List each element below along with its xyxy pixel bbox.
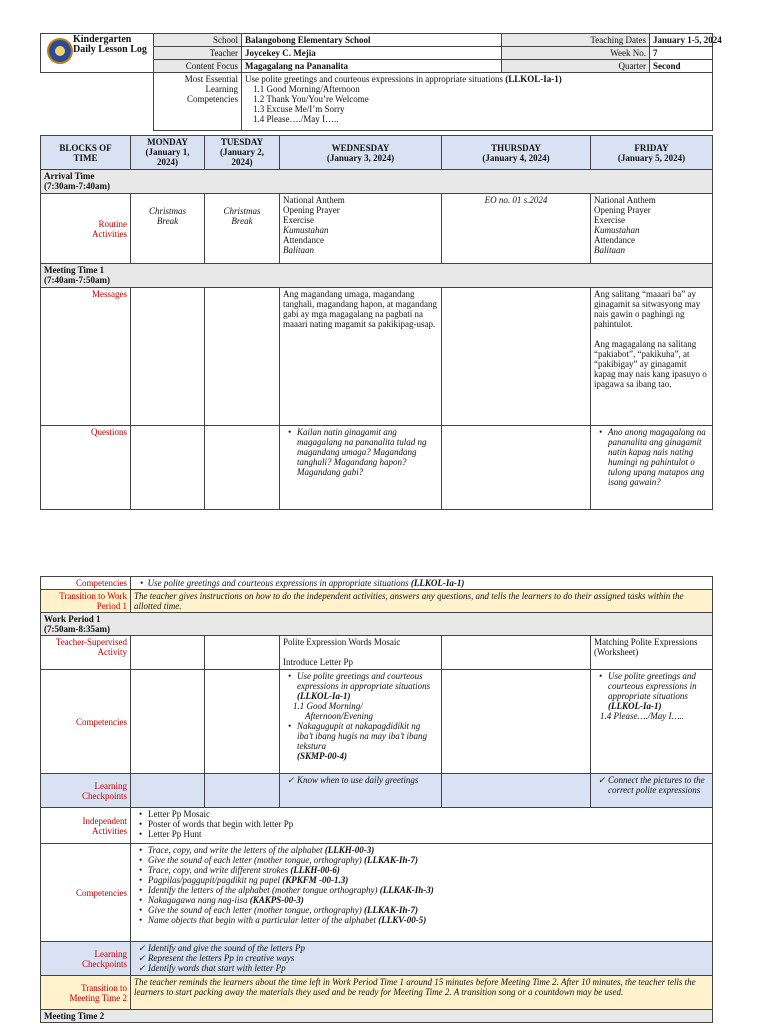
- list-item: ✓ Identify and give the sound of the letters Pp: [148, 943, 709, 953]
- teacher-value: Joycekey C. Mejia: [242, 47, 502, 60]
- week-value: 7: [650, 47, 713, 60]
- list-item: • Nakagagawa nang nag-iisa (KAKPS-00-3): [148, 895, 709, 905]
- comp2-label: Competencies: [41, 844, 131, 942]
- lc-label: Learning Checkpoints: [41, 774, 131, 808]
- comp-monday: [131, 670, 205, 774]
- arrival-time-row: Arrival Time (7:30am-7:40am): [41, 170, 713, 194]
- transition2-text: The teacher reminds the learners about the time left in Work Period Time 1 around 15 minutes before Meeting Time 2. After 10 minutes, the teacher tells the learners to start packing away the materials they used and be ready for Meeting Time 2. A transition song or a countdown may be used.: [131, 976, 713, 1010]
- meeting-time-2-row: Meeting Time 2: [41, 1010, 713, 1023]
- list-item: ✓ Identify words that start with letter Pp: [148, 963, 709, 973]
- comp-friday: • Use polite greetings and courteous expressions in appropriate situations (LLKOL-Ia-1) 1.4 Please…./May I…..: [591, 670, 713, 774]
- questions-monday: [131, 426, 205, 510]
- lc-friday: ✓ Connect the pictures to the correct polite expressions: [591, 774, 713, 808]
- questions-label: Questions: [41, 426, 131, 510]
- header-title-cell: [41, 34, 154, 73]
- lc-monday: [131, 774, 205, 808]
- lc-tuesday: [205, 774, 280, 808]
- routine-friday: National Anthem Opening Prayer Exercise Kumustahan Attendance Balitaan: [591, 194, 713, 264]
- list-item: • Trace, copy, and write different strokes (LLKH-00-6): [148, 865, 709, 875]
- focus-value: Magagalang na Pananalita: [242, 60, 502, 73]
- list-item: • Give the sound of each letter (mother tongue, orthography) (LLKAK-Ih-7): [148, 905, 709, 915]
- lc-thursday: [442, 774, 591, 808]
- mel-label: Most Essential Learning Competencies: [154, 73, 242, 131]
- col-monday: MONDAY (January 1, 2024): [131, 136, 205, 170]
- dates-label: Teaching Dates: [502, 34, 650, 47]
- title-line2: Daily Lesson Log: [73, 44, 147, 55]
- week-label: Week No.: [502, 47, 650, 60]
- transition1-label: Transition to Work Period 1: [41, 590, 131, 613]
- comp2-value: [131, 844, 713, 942]
- lc2-value: [131, 942, 713, 976]
- school-label: School: [154, 34, 242, 47]
- dates-value: January 1-5, 2024: [650, 34, 713, 47]
- list-item: • Letter Pp Hunt: [148, 829, 709, 839]
- col-friday: FRIDAY (January 5, 2024): [591, 136, 713, 170]
- messages-thursday: [442, 288, 591, 426]
- tsa-tuesday: [205, 636, 280, 670]
- school-value: Balangobong Elementary School: [242, 34, 502, 47]
- list-item: ✓ Represent the letters Pp in creative ways: [148, 953, 709, 963]
- messages-label: Messages: [41, 288, 131, 426]
- routine-wednesday: National Anthem Opening Prayer Exercise Kumustahan Attendance Balitaan: [280, 194, 442, 264]
- focus-label: Content Focus: [154, 60, 242, 73]
- lesson-table-continued: [40, 576, 713, 1023]
- col-tuesday: TUESDAY (January 2, 2024): [205, 136, 280, 170]
- questions-tuesday: [205, 426, 280, 510]
- tsa-monday: [131, 636, 205, 670]
- tsa-wednesday: Polite Expression Words Mosaic Introduce Letter Pp: [280, 636, 442, 670]
- title-line1: Kindergarten: [73, 34, 132, 45]
- messages-friday: Ang salitang “maaari ba” ay ginagamit sa sitwasyong may nais gawin o paghingi ng pahintulot. Ang magagalang na salitang “pakiabot”, “pakikuha”, at “pakibigay” ay ginagamit kapag may nais kang ipasuyo o ipagawa sa ibang tao.: [591, 288, 713, 426]
- lc-wednesday: ✓ Know when to use daily greetings: [280, 774, 442, 808]
- teacher-label: Teacher: [154, 47, 242, 60]
- messages-monday: [131, 288, 205, 426]
- col-wednesday: WEDNESDAY (January 3, 2024): [280, 136, 442, 170]
- messages-wednesday: Ang magandang umaga, magandang tanghali, magandang hapon, at magandang gabi ay mga magagalang na pagbati na maaari nating magamit sa pakikipag-usap.: [280, 288, 442, 426]
- tsa-thursday: [442, 636, 591, 670]
- list-item: • Give the sound of each letter (mother tongue, orthography) (LLKAK-Ih-7): [148, 855, 709, 865]
- comp-thursday: [442, 670, 591, 774]
- list-item: • Letter Pp Mosaic: [148, 809, 709, 819]
- header-table: [40, 33, 722, 131]
- comp-wednesday: • Use polite greetings and courteous expressions in appropriate situations (LLKOL-Ia-1) 1.1 Good Morning/ Afternoon/Evening • Nakagugupit at nakapagdidikit ng iba’t ibang hugis na may iba’t ibang tekstura (SKMP-00-4): [280, 670, 442, 774]
- messages-tuesday: [205, 288, 280, 426]
- col-blocks-of-time: BLOCKS OF TIME: [41, 136, 131, 170]
- list-item: • Identify the letters of the alphabet (mother tongue orthography) (LLKAK-Ih-3): [148, 885, 709, 895]
- transition2-label: Transition to Meeting Time 2: [41, 976, 131, 1010]
- comp-label: Competencies: [41, 670, 131, 774]
- list-item: • Pagpilas/paggupit/pagdikit ng papel (KPKFM -00-1.3): [148, 875, 709, 885]
- competencies-label: Competencies: [41, 577, 131, 590]
- lesson-table: [40, 135, 713, 510]
- ia-value: [131, 808, 713, 844]
- questions-thursday: [442, 426, 591, 510]
- tsa-friday: Matching Polite Expressions (Worksheet): [591, 636, 713, 670]
- meeting-time-1-row: Meeting Time 1 (7:40am-7:50am): [41, 264, 713, 288]
- ia-label: Independent Activities: [41, 808, 131, 844]
- col-thursday: THURSDAY (January 4, 2024): [442, 136, 591, 170]
- work-period-1-row: Work Period 1 (7:50am-8:35am): [41, 613, 713, 636]
- list-item: • Poster of words that begin with letter Pp: [148, 819, 709, 829]
- routine-tuesday: Christmas Break: [205, 194, 280, 264]
- comp-tuesday: [205, 670, 280, 774]
- routine-thursday: EO no. 01 s.2024: [442, 194, 591, 264]
- questions-wednesday: • Kailan natin ginagamit ang magagalang na pananalita tulad ng magandang umaga? Magandang tanghali? Magandang hapon? Magandang gabi?: [280, 426, 442, 510]
- competencies-value: • Use polite greetings and courteous expressions in appropriate situations (LLKOL-Ia-1): [131, 577, 713, 590]
- tsa-label: Teacher-Supervised Activity: [41, 636, 131, 670]
- transition1-text: The teacher gives instructions on how to do the independent activities, answers any questions, and tells the learners to do their assigned tasks within the allotted time.: [131, 590, 713, 613]
- quarter-value: Second: [650, 60, 713, 73]
- routine-label: Routine Activities: [41, 194, 131, 264]
- list-item: • Trace, copy, and write the letters of the alphabet (LLKH-00-3): [148, 845, 709, 855]
- routine-monday: Christmas Break: [131, 194, 205, 264]
- deped-seal-icon: [47, 38, 73, 64]
- questions-friday: • Ano anong magagalang na pananalita ang ginagamit natin kapag nais nating humingi ng pahintulot o tulong upang matapos ang isang gawain?: [591, 426, 713, 510]
- quarter-label: Quarter: [502, 60, 650, 73]
- mel-value: Use polite greetings and courteous expressions in appropriate situations (LLKOL-Ia-1) 1.1 Good Morning/Afternoon 1.2 Thank You/You’re Welcome 1.3 Excuse Me/I’m Sorry 1.4 Please…./May I…..: [242, 73, 713, 131]
- header-blank: [41, 73, 154, 131]
- lc2-label: Learning Checkpoints: [41, 942, 131, 976]
- list-item: • Name objects that begin with a particular letter of the alphabet (LLKV-00-5): [148, 915, 709, 925]
